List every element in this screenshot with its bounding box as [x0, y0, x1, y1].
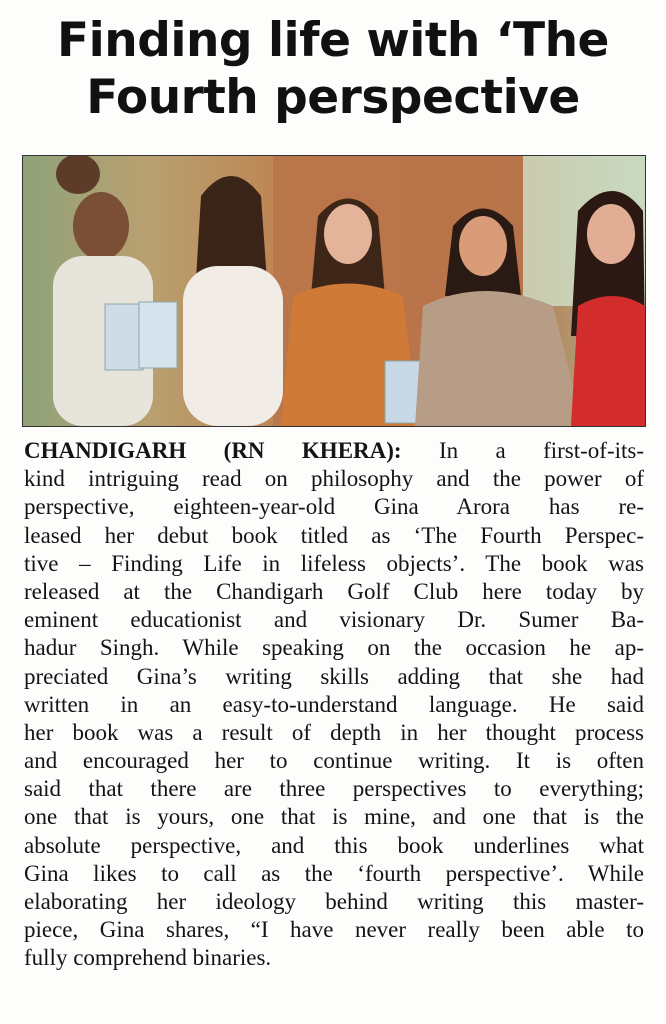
- article-line-18: piece, Gina shares, “I have never really been able to: [24, 917, 644, 943]
- article-body: [24, 437, 644, 973]
- article-line-14: one that is yours, one that is mine, and one that is the: [24, 804, 644, 830]
- article-line-1: [24, 437, 644, 465]
- article-line-10: written in an easy-to-understand language. He said: [24, 691, 644, 717]
- article-line-13: said that there are three perspectives to everything;: [24, 776, 644, 802]
- group-photo: [22, 155, 646, 427]
- article-line-2: kind intriguing read on philosophy and the power of: [24, 466, 644, 492]
- article-line-6: released at the Chandigarh Golf Club here today by: [24, 578, 644, 604]
- article-line-8: hadur Singh. While speaking on the occasion he ap-: [24, 635, 644, 661]
- article-line-3: perspective, eighteen-year-old Gina Arora has re-: [24, 494, 644, 520]
- article-line-1-text: In a first-of-its-: [401, 438, 644, 463]
- person-5: [571, 191, 645, 426]
- article-line-9: preciated Gina’s writing skills adding that she had: [24, 663, 644, 689]
- dateline: CHANDIGARH (RN KHERA):: [24, 438, 402, 463]
- book-1: [105, 304, 143, 370]
- article-line-17: elaborating her ideology behind writing this master-: [24, 889, 644, 914]
- group-photo-illustration: [23, 156, 645, 426]
- article-line-15: absolute perspective, and this book underlines what: [24, 832, 644, 858]
- book-2: [139, 302, 177, 368]
- article-line-19: fully comprehend binaries.: [24, 945, 272, 971]
- article-line-12: and encouraged her to continue writing. It is often: [24, 748, 644, 774]
- headline-line-1: Finding life with ‘The: [57, 13, 609, 68]
- article-line-4: leased her debut book titled as ‘The Fourth Perspec-: [24, 522, 644, 548]
- article-line-11: her book was a result of depth in her thought process: [24, 719, 644, 745]
- headline: [14, 12, 652, 126]
- article-line-16: Gina likes to call as the ‘fourth perspective’. While: [24, 860, 644, 886]
- article-line-7: eminent educationist and visionary Dr. Sumer Ba-: [24, 607, 644, 633]
- article-line-5: tive – Finding Life in lifeless objects’. The book was: [24, 550, 644, 576]
- headline-line-2: Fourth perspective: [86, 70, 580, 125]
